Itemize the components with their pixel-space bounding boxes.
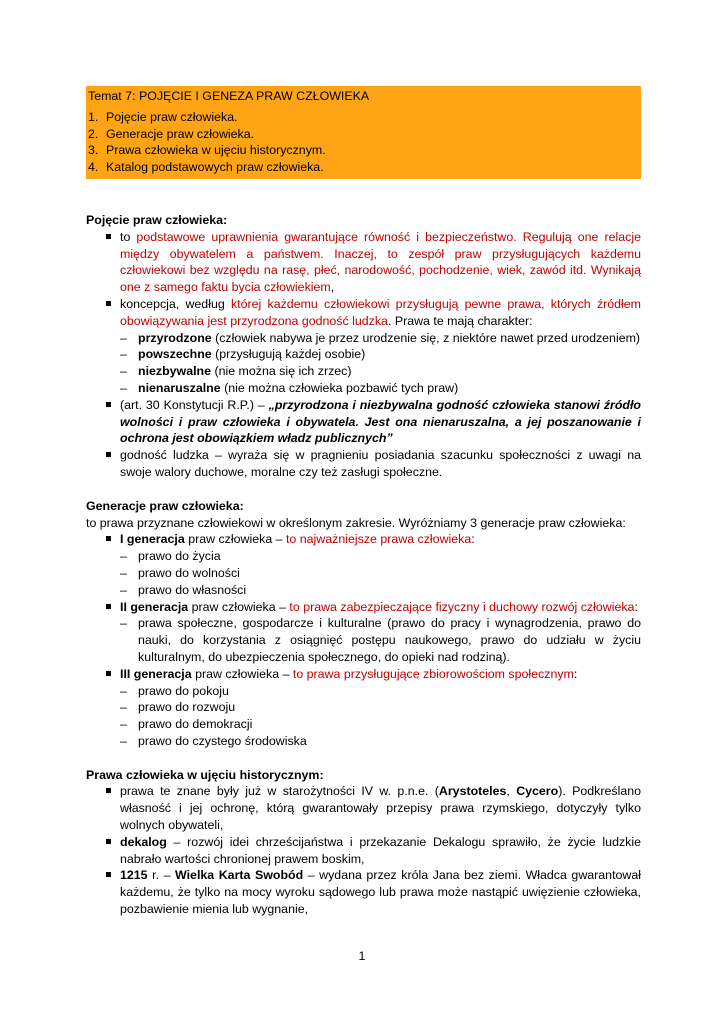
term: nienaruszalne: [138, 380, 221, 395]
list-item: [86, 666, 641, 750]
text: :: [471, 532, 475, 547]
term: niezbywalne: [138, 364, 211, 379]
dash-list: [120, 615, 641, 665]
text: – rozwój idei chrześcijaństwa i przekazanie Dekalogu sprawiło, że życie ludzkie nabrało wartości chronionej prawem boskim,: [120, 834, 641, 866]
term: I generacja: [120, 532, 185, 547]
section-title: Prawa człowieka w ujęciu historycznym:: [86, 767, 324, 782]
text: ). Podkreślano własność i jej ochronę, którą gwarantowały przepisy prawa rzymskiego, dotyczyły tylko wolnych obywateli,: [120, 784, 641, 833]
topic-item: [88, 159, 638, 176]
square-bullet-icon: [106, 788, 111, 793]
text: to: [120, 229, 137, 244]
term: Wielka Karta Swobód: [175, 868, 304, 883]
topic-item: [88, 142, 638, 159]
dash-icon: –: [120, 717, 127, 732]
bullet-list: [86, 531, 641, 749]
list-item: [120, 565, 641, 582]
list-item: [120, 683, 641, 700]
term: przyrodzone: [138, 330, 212, 345]
square-bullet-icon: [106, 671, 111, 676]
highlighted-text: której każdemu człowiekowi przysługują pewne prawa, których źródłem obowiązywania jest przyrodzona godność ludzka: [120, 296, 642, 328]
topic-number: 4.: [88, 160, 99, 175]
text: prawa społeczne, gospodarcze i kulturalne (prawo do pracy i wynagrodzenia, prawo do nauki, do korzystania z osiągnięć postępu naukowego, prawo do udziału w życiu kulturalnym, do ubezpieczenia społecznego, do opieki nad rodziną).: [138, 616, 641, 664]
topic-item: [88, 126, 638, 143]
highlighted-text: podstawowe uprawnienia gwarantujące równość i bezpieczeństwo. Regulują one relacje między obywatelem a państwem. Inaczej, to zespół praw przysługujących każdemu człowiekowi bez względu na rasę, płeć, narodowość, pochodzenie, wiek, zawód itd. Wynikają one z samego faktu bycia człowiekiem: [120, 229, 641, 295]
topic-text: Pojęcie praw człowieka.: [106, 109, 238, 124]
dash-icon: –: [120, 549, 127, 564]
square-bullet-icon: [106, 839, 111, 844]
text: (przysługują każdej osobie): [211, 347, 366, 362]
list-item: [120, 699, 641, 716]
section-generations: [86, 498, 641, 750]
dash-icon: –: [120, 364, 127, 379]
dash-list: [120, 330, 641, 397]
dash-icon: –: [120, 616, 127, 631]
section-title: Generacje praw człowieka:: [86, 498, 244, 513]
list-item: [86, 447, 641, 481]
text: koncepcja, według: [120, 296, 231, 311]
text: prawo do pokoju: [138, 683, 229, 698]
list-item: [120, 615, 641, 665]
dash-icon: –: [120, 380, 127, 395]
square-bullet-icon: [106, 452, 111, 457]
section-history: [86, 767, 641, 918]
text: praw człowieka –: [184, 532, 286, 547]
dash-icon: –: [120, 347, 127, 362]
text: praw człowieka –: [191, 666, 293, 681]
text: ,: [506, 784, 517, 799]
dash-list: [120, 683, 641, 750]
section-concept: [86, 212, 641, 481]
bullet-list: [86, 229, 641, 481]
topic-item: [88, 109, 638, 126]
dash-icon: –: [120, 330, 127, 345]
dash-icon: –: [120, 683, 127, 698]
section-intro: to prawa przyznane człowiekowi w określonym zakresie. Wyróżniamy 3 generacje praw człowieka:: [86, 515, 626, 530]
topic-banner: [86, 86, 641, 179]
term: II generacja: [120, 599, 189, 614]
square-bullet-icon: [106, 604, 111, 609]
square-bullet-icon: [106, 872, 111, 877]
text: prawo do życia: [138, 549, 221, 564]
constitution-quote: „przyrodzona i niezbywalna godność człowieka stanowi źródło wolności i praw człowieka i obywatela. Jest ona nienaruszalna, a jej poszanowanie i ochrona jest obowiązkiem władz publicznych”: [120, 397, 641, 446]
text: prawo do wolności: [138, 565, 240, 580]
text: . Prawa te mają charakter:: [387, 313, 533, 328]
list-item: [86, 599, 641, 666]
list-item: [86, 397, 641, 447]
topic-title: Temat 7: POJĘCIE I GENEZA PRAW CZŁOWIEKA: [88, 89, 370, 103]
topic-number: 2.: [88, 126, 99, 141]
list-item: [120, 733, 641, 750]
topic-text: Katalog podstawowych praw człowieka.: [106, 160, 324, 175]
term: Arystoteles: [438, 784, 507, 799]
list-item: [86, 783, 641, 833]
dash-icon: –: [120, 565, 127, 580]
topic-text: Generacje praw człowieka.: [106, 126, 255, 141]
text: praw człowieka –: [188, 599, 290, 614]
text: – wydana przez króla Jana bez ziemi. Władca gwarantował każdemu, że tylko na mocy wyroku sądowego lub prawa może nastąpić uwięzienie człowieka, pozbawienie mienia lub wygnanie,: [120, 868, 642, 917]
square-bullet-icon: [106, 402, 111, 407]
text: (nie można się ich zrzec): [211, 364, 352, 379]
dash-icon: –: [120, 700, 127, 715]
text: prawo do rozwoju: [138, 700, 236, 715]
dash-list: [120, 548, 641, 598]
list-item: [120, 330, 641, 347]
text: :: [573, 666, 578, 681]
list-item: [86, 296, 641, 397]
highlighted-text: to najważniejsze prawa człowieka: [285, 532, 472, 547]
topic-list: [88, 109, 638, 176]
list-item: [120, 582, 641, 599]
list-item: [86, 531, 641, 598]
list-item: [86, 867, 641, 917]
square-bullet-icon: [106, 234, 111, 239]
text: (art. 30 Konstytucji R.P.) –: [120, 397, 269, 412]
list-item: [120, 363, 641, 380]
section-title: Pojęcie praw człowieka:: [86, 212, 228, 227]
text: r. –: [147, 868, 176, 883]
text: prawo do własności: [138, 582, 247, 597]
text: (nie można człowieka pozbawić tych praw): [220, 380, 459, 395]
list-item: [86, 229, 641, 296]
bullet-list: [86, 783, 641, 917]
square-bullet-icon: [106, 301, 111, 306]
square-bullet-icon: [106, 536, 111, 541]
dash-icon: –: [120, 733, 127, 748]
text: (człowiek nabywa je przez urodzenie się, z niektóre nawet przed urodzeniem): [211, 330, 641, 345]
highlighted-text: to prawa zabezpieczające fizyczny i duchowy rozwój człowieka: [289, 599, 635, 614]
text: :: [634, 599, 638, 614]
page-number: 1: [358, 949, 366, 963]
list-item: [120, 380, 641, 397]
text: ,: [330, 280, 335, 295]
dash-icon: –: [120, 582, 127, 597]
term: 1215: [120, 868, 148, 883]
text: prawo do czystego środowiska: [138, 733, 307, 748]
document-page: [86, 86, 641, 918]
list-item: [86, 834, 641, 868]
list-item: [120, 346, 641, 363]
highlighted-text: to prawa przysługujące zbiorowościom społecznym: [292, 666, 574, 681]
topic-text: Prawa człowieka w ujęciu historycznym.: [106, 143, 326, 158]
term: powszechne: [138, 347, 212, 362]
list-item: [120, 548, 641, 565]
topic-number: 3.: [88, 143, 99, 158]
term: dekalog: [120, 834, 167, 849]
list-item: [120, 716, 641, 733]
text: godność ludzka – wyraża się w pragnieniu posiadania szacunku społeczności z uwagi na swoje walory duchowe, moralne czy też zasługi społeczne.: [120, 448, 641, 479]
text: prawo do demokracji: [138, 717, 253, 732]
topic-number: 1.: [88, 109, 99, 124]
term: III generacja: [120, 666, 192, 681]
term: Cycero: [516, 784, 559, 799]
text: prawa te znane były już w starożytności IV w. p.n.e. (: [120, 784, 439, 799]
